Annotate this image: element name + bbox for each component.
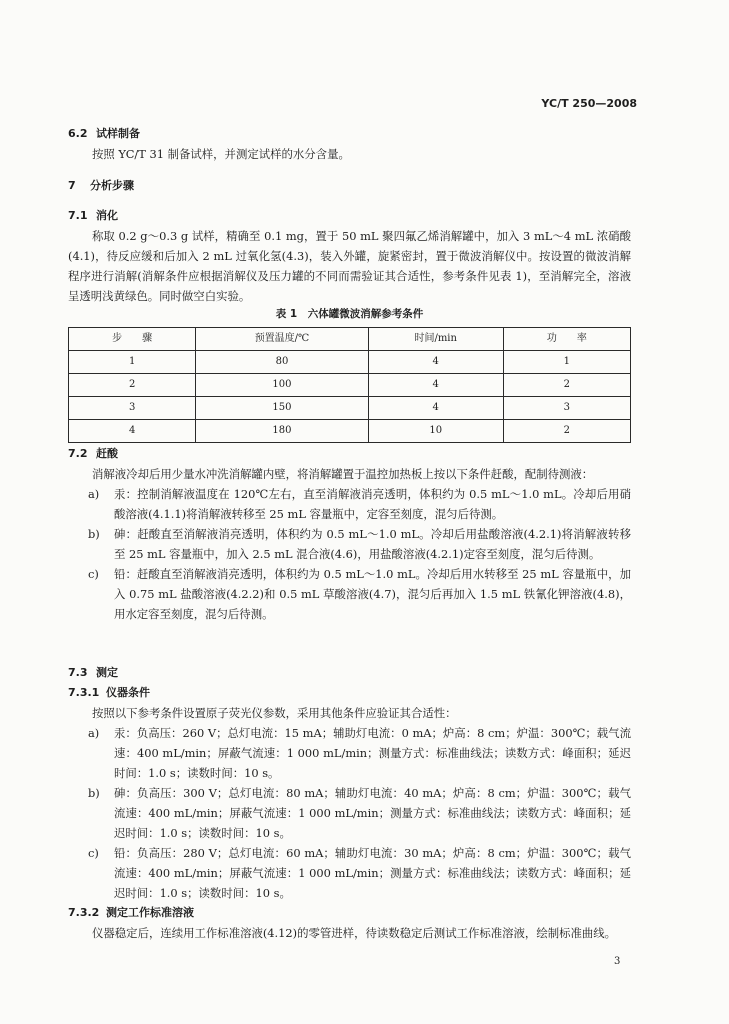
table-row (69, 351, 631, 374)
section-heading: 7.3.2 测定工作标准溶液 (68, 906, 194, 919)
list-item: b) 砷：负高压：300 V；总灯电流：80 mA；辅助灯电流：40 mA；炉高：8 cm；炉温：300℃；载气流速：400 mL/min；屏蔽气流速：1 000 mL/min；测量方式：标准曲线法；读数方式：峰面积；延迟时间：1.0 s；读数时间：10 s。 (88, 786, 631, 840)
table-header-row (69, 328, 631, 351)
table (68, 327, 631, 443)
table-cell: 100 (196, 374, 368, 397)
paragraph: 按照以下参考条件设置原子荧光仪参数，采用其他条件应验证其合适性： (92, 706, 457, 720)
column-header: 预置温度/℃ (196, 328, 368, 351)
column-header: 步 骤 (69, 328, 196, 351)
section-6-2 (68, 124, 631, 164)
column-header: 时间/min (368, 328, 503, 351)
section-heading: 7 分析步骤 (68, 179, 134, 192)
table-cell: 2 (69, 374, 196, 397)
list-item: b) 砷：赶酸直至消解液消亮透明，体积约为 0.5 mL～1.0 mL。冷却后用盐酸溶液(4.2.1)将消解液转移至 25 mL 容量瓶中，加入 2.5 mL 混合液(4.6)，用盐酸溶液(4.2.1)定容至刻度，混匀后待测。 (88, 527, 631, 561)
table-cell: 4 (368, 374, 503, 397)
section-7 (68, 176, 631, 196)
standard-code: YC/T 250—2008 (541, 97, 637, 110)
table-cell: 4 (368, 351, 503, 374)
paragraph: 按照 YC/T 31 制备试样，并测定试样的水分含量。 (92, 147, 350, 161)
table-cell: 150 (196, 397, 368, 420)
list-item: a) 汞：控制消解液温度在 120℃左右，直至消解液消亮透明，体积约为 0.5 mL～1.0 mL。冷却后用硝酸溶液(4.1.1)将消解液转移至 25 mL 容量瓶中，定容至刻度，混匀后待测。 (88, 487, 631, 521)
table-cell: 1 (503, 351, 630, 374)
table-cell: 80 (196, 351, 368, 374)
section-heading: 7.1 消化 (68, 209, 118, 222)
table-row (69, 374, 631, 397)
section-heading: 7.3 测定 (68, 666, 118, 679)
table-cell: 3 (503, 397, 630, 420)
list-item: c) 铅：负高压：280 V；总灯电流：60 mA；辅助灯电流：30 mA；炉高：8 cm；炉温：300℃；载气流速：400 mL/min；屏蔽气流速：1 000 mL/min；测量方式：标准曲线法；读数方式：峰面积；延迟时间：1.0 s；读数时间：10 s。 (88, 846, 631, 900)
paragraph: 称取 0.2 g～0.3 g 试样，精确至 0.1 mg，置于 50 mL 聚四氟乙烯消解罐中，加入 3 mL～4 mL 浓硝酸(4.1)，待反应缓和后加入 2 mL 过氧化氢(4.3)，装入外罐，旋紧密封，置于微波消解仪中。按设置的微波消解程序进行消解(消解条件应根据消解仪及压力罐的不同而需验证其合适性，参考条件见表 1)，至消解完全，溶液呈透明浅黄绿色。同时做空白实验。 (68, 229, 631, 303)
table-row (69, 420, 631, 443)
table-cell: 2 (503, 374, 630, 397)
list-item: c) 铅：赶酸直至消解液消亮透明，体积约为 0.5 mL～1.0 mL。冷却后用水转移至 25 mL 容量瓶中，加入 0.75 mL 盐酸溶液(4.2.2)和 0.5 mL 草酸溶液(4.7)，混匀后再加入 1.5 mL 铁氰化钾溶液(4.8)，用水定容至刻度，混匀后待测。 (88, 567, 631, 621)
section-7-1 (68, 206, 631, 306)
table-cell: 2 (503, 420, 630, 443)
table-caption: 表 1 六体罐微波消解参考条件 (275, 308, 424, 320)
paragraph: 仪器稳定后，连续用工作标准溶液(4.12)的零管进样，待读数稳定后测试工作标准溶液，绘制标准曲线。 (92, 926, 617, 940)
page-number: 3 (614, 956, 621, 967)
table-cell: 1 (69, 351, 196, 374)
table-cell: 4 (368, 397, 503, 420)
table-row (69, 397, 631, 420)
table-1 (68, 304, 631, 443)
section-7-3 (68, 663, 631, 943)
list-item: a) 汞：负高压：260 V；总灯电流：15 mA；辅助灯电流：0 mA；炉高：8 cm；炉温：300℃；载气流速：400 mL/min；屏蔽气流速：1 000 mL/min；测量方式：标准曲线法；读数方式：峰面积；延迟时间：1.0 s；读数时间：10 s。 (88, 726, 631, 780)
section-7-2 (68, 444, 631, 624)
table-cell: 4 (69, 420, 196, 443)
table-cell: 3 (69, 397, 196, 420)
table-cell: 180 (196, 420, 368, 443)
section-heading: 6.2 试样制备 (68, 127, 140, 140)
section-heading: 7.3.1 仪器条件 (68, 686, 150, 699)
table-cell: 10 (368, 420, 503, 443)
paragraph: 消解液冷却后用少量水冲洗消解罐内壁，将消解罐置于温控加热板上按以下条件赶酸，配制待测液： (92, 467, 594, 481)
column-header: 功 率 (503, 328, 630, 351)
section-heading: 7.2 赶酸 (68, 447, 118, 460)
